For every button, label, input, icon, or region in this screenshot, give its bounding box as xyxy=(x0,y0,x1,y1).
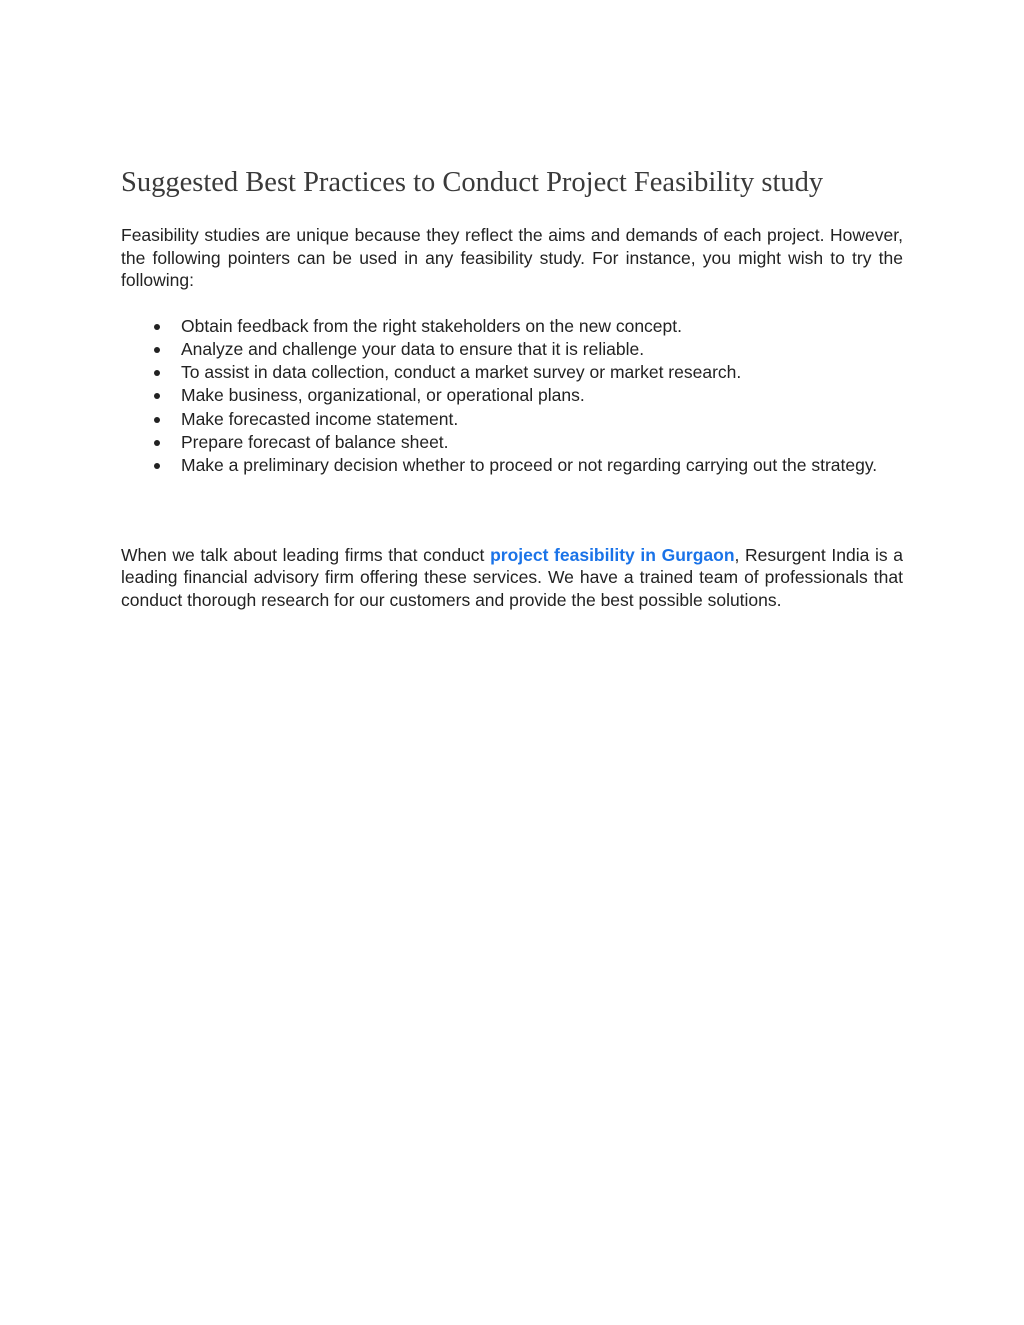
bullet-icon xyxy=(154,463,160,469)
list-item-text: Make business, organizational, or operational plans. xyxy=(181,385,585,406)
bullet-icon xyxy=(154,440,160,446)
bullet-icon xyxy=(154,324,160,330)
closing-paragraph xyxy=(121,544,903,612)
list-item-text: Make forecasted income statement. xyxy=(181,408,459,429)
list-item xyxy=(121,338,903,361)
list-item xyxy=(121,315,903,338)
list-item xyxy=(121,408,903,431)
list-item xyxy=(121,384,903,407)
list-item-text: To assist in data collection, conduct a market survey or market research. xyxy=(181,362,742,383)
list-item-text: Obtain feedback from the right stakeholders on the new concept. xyxy=(181,315,682,336)
list-item-text: Make a preliminary decision whether to proceed or not regarding carrying out the strategy. xyxy=(181,455,878,476)
intro-paragraph: Feasibility studies are unique because they reflect the aims and demands of each project. However, the following pointers can be used in any feasibility study. For instance, you might wish to try the following: xyxy=(121,225,903,290)
closing-text-start: When we talk about leading firms that conduct xyxy=(121,544,491,565)
list-item xyxy=(121,361,903,384)
project-feasibility-link[interactable]: project feasibility in Gurgaon xyxy=(490,544,735,565)
document-page xyxy=(121,165,903,611)
list-item xyxy=(121,431,903,454)
bullet-icon xyxy=(154,347,160,353)
list-item-text: Prepare forecast of balance sheet. xyxy=(181,431,449,452)
list-item xyxy=(121,454,903,477)
bullet-icon xyxy=(154,393,160,399)
bullet-icon xyxy=(154,417,160,423)
practices-list xyxy=(121,315,903,478)
page-title: Suggested Best Practices to Conduct Project Feasibility study xyxy=(121,167,824,198)
bullet-icon xyxy=(154,370,160,376)
closing-text-end: , Resurgent India is a leading financial advisory firm offering these services. We have a trained team of professionals that conduct thorough research for our customers and provide the best possible solutions. xyxy=(121,544,903,610)
list-item-text: Analyze and challenge your data to ensure that it is reliable. xyxy=(181,338,645,359)
